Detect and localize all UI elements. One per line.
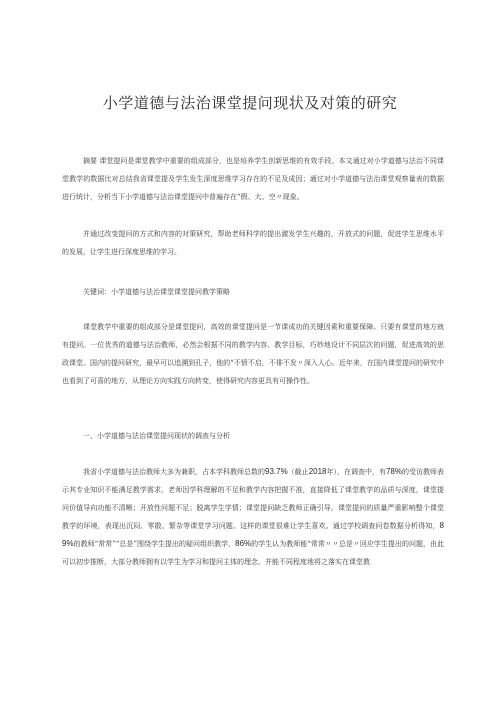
year-value: 2018 (308, 467, 327, 476)
introduction-paragraph: 课堂教学中重要的组成部分是课堂提问，高效的课堂提问是一节课成功的关键因素和重要保障。只要有课堂的地方就有提问。一位优秀的道德与法治教师，必然会根据不同的教学内容、教学目标，巧妙地设计不同层次的问题，促进高效的思政课堂。国内的提问研究，最早可以追溯到孔子，他的“不愤不启，不俳不发〃深入人心。近年来，在国内课堂提问的研究中也看到了可喜的地方，从理论方向实践方向转变，使得研究内容更具有可操作性。 (62, 323, 444, 385)
body-text-segment: 的受访教师表示其专业知识不能满足教学需求，老师因学科理解的不足和教学内容把握不准，直接降低了课堂教学的品质与深度，课堂提问价值导向功能不清晰；开放性问题不足；脱离学生学情；课堂提问缺乏教师正确引导。课堂提问的质量严重影响整个课堂教学的环境，表现出沉闷、零散、繁杂等课堂学习问题。这样的课堂很难让学生喜欢。通过学校调查问卷数据分析得知， (62, 468, 444, 530)
section-heading: 一、小学道德与法治课堂提问现状的调查与分析 (83, 432, 230, 440)
document-title: 小学道德与法治课堂提问现状及对策的研究 (102, 94, 398, 112)
body-text-segment: 的学生认为教师能“常常〃〃总是〃回应学生提出的问题，由此可以初步推断，大部分教师拥有以学生为学习和提问主体的理念，并能不同程度地将之落实在课堂教 (62, 540, 444, 566)
body-text-segment: （截止 (287, 468, 309, 476)
body-text-segment: 的教师“常常”“总是”围绕学生提出的疑问组织教学， (73, 540, 236, 548)
abstract-paragraph: 摘要 课堂提问是课堂教学中重要的组成部分，也是培养学生创新思维的有效手段。本文通过对小学道德与法治不同课堂教学的数据比对总结我省课堂提及学生发生深度思维学习存在的不足及成因；通过对小学道德与法治课堂观察量表的数据进行统计，分析当下小学道德与法治课堂提问中普遍存在“假、大、空〃现象。 (62, 157, 444, 201)
statistic-value: 89% (62, 521, 444, 548)
statistic-value: 93.7% (265, 467, 288, 476)
abstract-continuation-paragraph: 并通过改变提问的方式和内容的对策研究，帮助老师科学的提出激发学生兴趣的，开放式的问题，促进学生思维水平的发展，让学生进行深度思维的学习。 (62, 230, 444, 256)
statistic-value: 86% (235, 539, 252, 548)
body-text-segment: 年），在调查中，有 (326, 468, 386, 476)
statistic-value: 78% (385, 467, 402, 476)
body-text-segment: 我省小学道德与法治教师大多为兼职，占本学科教师总数的 (83, 468, 265, 476)
section-body-paragraph (62, 463, 444, 571)
keywords-line: 关键词：小学道德与法治课堂课堂提问教学策略 (83, 288, 230, 296)
